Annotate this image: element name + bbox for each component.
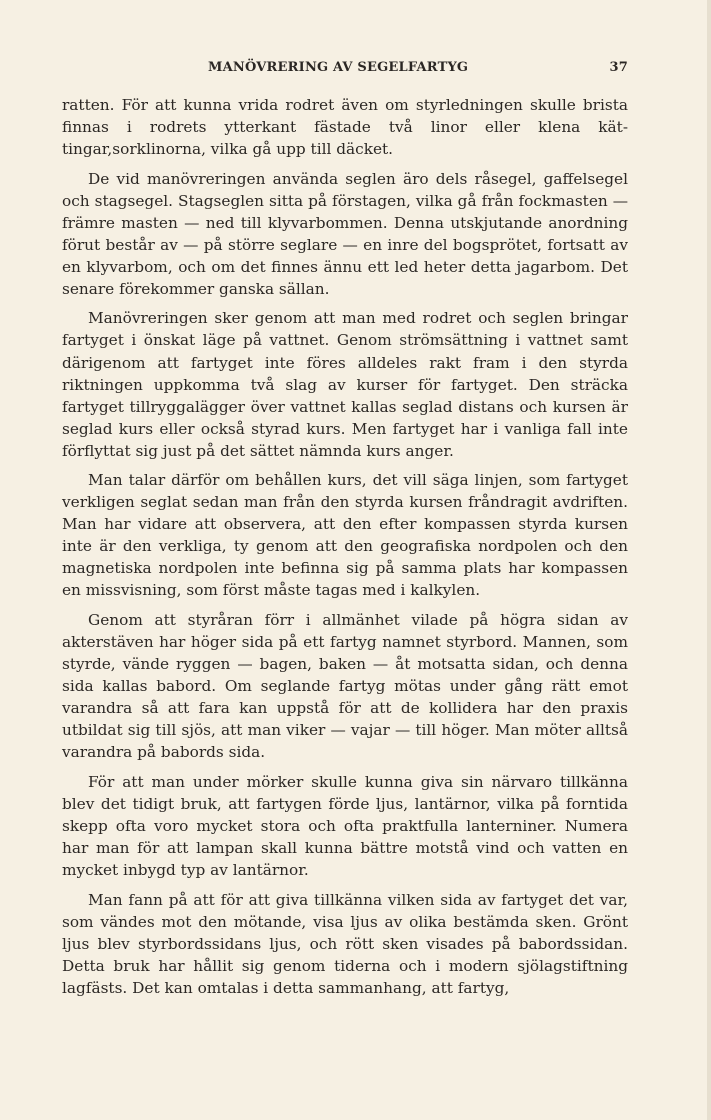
paragraph: För att man under mörker skulle kunna giva sin närvaro tillkänna blev det tidigt bruk, att fartygen förde ljus, lantärnor, vilka på forntida skepp ofta voro mycket stora och ofta praktfulla lanterniner. Numera har man för att lampan skall kunna bättre motstå vind och vatten en mycket inbygd typ av lantärnor. <box>62 772 628 880</box>
page-edge <box>707 0 711 1120</box>
page-header <box>62 60 628 80</box>
paragraph: Man fann på att för att giva tillkänna vilken sida av fartyget det var, som vändes mot den mötande, visa ljus av olika bestämda sken. Grönt ljus blev styrbordssidans ljus, och rött sken visades på babordssidan. Detta bruk har hållit sig genom tiderna och i modern sjölagstiftning lagfästs. Det kan omtalas i detta sammanhang, att fartyg, <box>62 890 628 997</box>
page-number: 37 <box>609 60 628 75</box>
paragraph: Manövreringen sker genom att man med rodret och seglen bringar fartyget i önskat läge på vattnet. Genom strömsättning i vattnet samt därigenom att fartyget inte föres alldeles rakt fram i den styrda riktningen uppkomma två slag av kurser för fartyget. Den sträcka fartyget tillryggalägger över vattnet kallas seglad distans och kursen är seglad kurs eller också styrad kurs. Men fartyget har i vanliga fall inte förflyttat sig just på det sättet nämnda kurs anger. <box>62 309 628 460</box>
paragraph: De vid manövreringen använda seglen äro dels råsegel, gaffelsegel och stagsegel. Stagseglen sitta på förstagen, vilka gå från fockmasten — främre masten — ned till klyvarbommen. Denna utskjutande anordning förut består av — på större seglare — en inre del bogsprötet, fortsatt av en klyvarbom, och om det finnes ännu ett led heter detta jagarbom. Det senare förekommer ganska sällan. <box>62 169 628 298</box>
paragraph: ratten. För att kunna vrida rodret även om styrledningen skulle brista finnas i rodrets ytterkant fästade två linor eller klena kättingar,sorklinorna, vilka gå upp till däcket. <box>62 96 628 159</box>
running-title: MANÖVRERING AV SEGELFARTYG <box>208 60 469 75</box>
paragraph: Genom att styråran förr i allmänhet vilade på högra sidan av akterstäven har höger sida på ett fartyg namnet styrbord. Mannen, som styrde, vände ryggen — bagen, baken — åt motsatta sidan, och denna sida kallas babord. Om seglande fartyg mötas under gång rätt emot varandra så att fara kan uppstå för att de kollidera har den praxis utbildat sig till sjös, att man viker — vajar — till höger. Man möter alltså varandra på babords sida. <box>62 611 628 762</box>
body-text <box>62 94 628 1006</box>
paragraph: Man talar därför om behållen kurs, det vill säga linjen, som fartyget verkligen seglat sedan man från den styrda kursen fråndragit avdriften. Man har vidare att observera, att den efter kompassen styrda kursen inte är den verkliga, ty genom att den geografiska nordpolen och den magnetiska nordpolen inte befinna sig på samma plats har kompassen en missvisning, som först måste tagas med i kalkylen. <box>62 471 628 600</box>
